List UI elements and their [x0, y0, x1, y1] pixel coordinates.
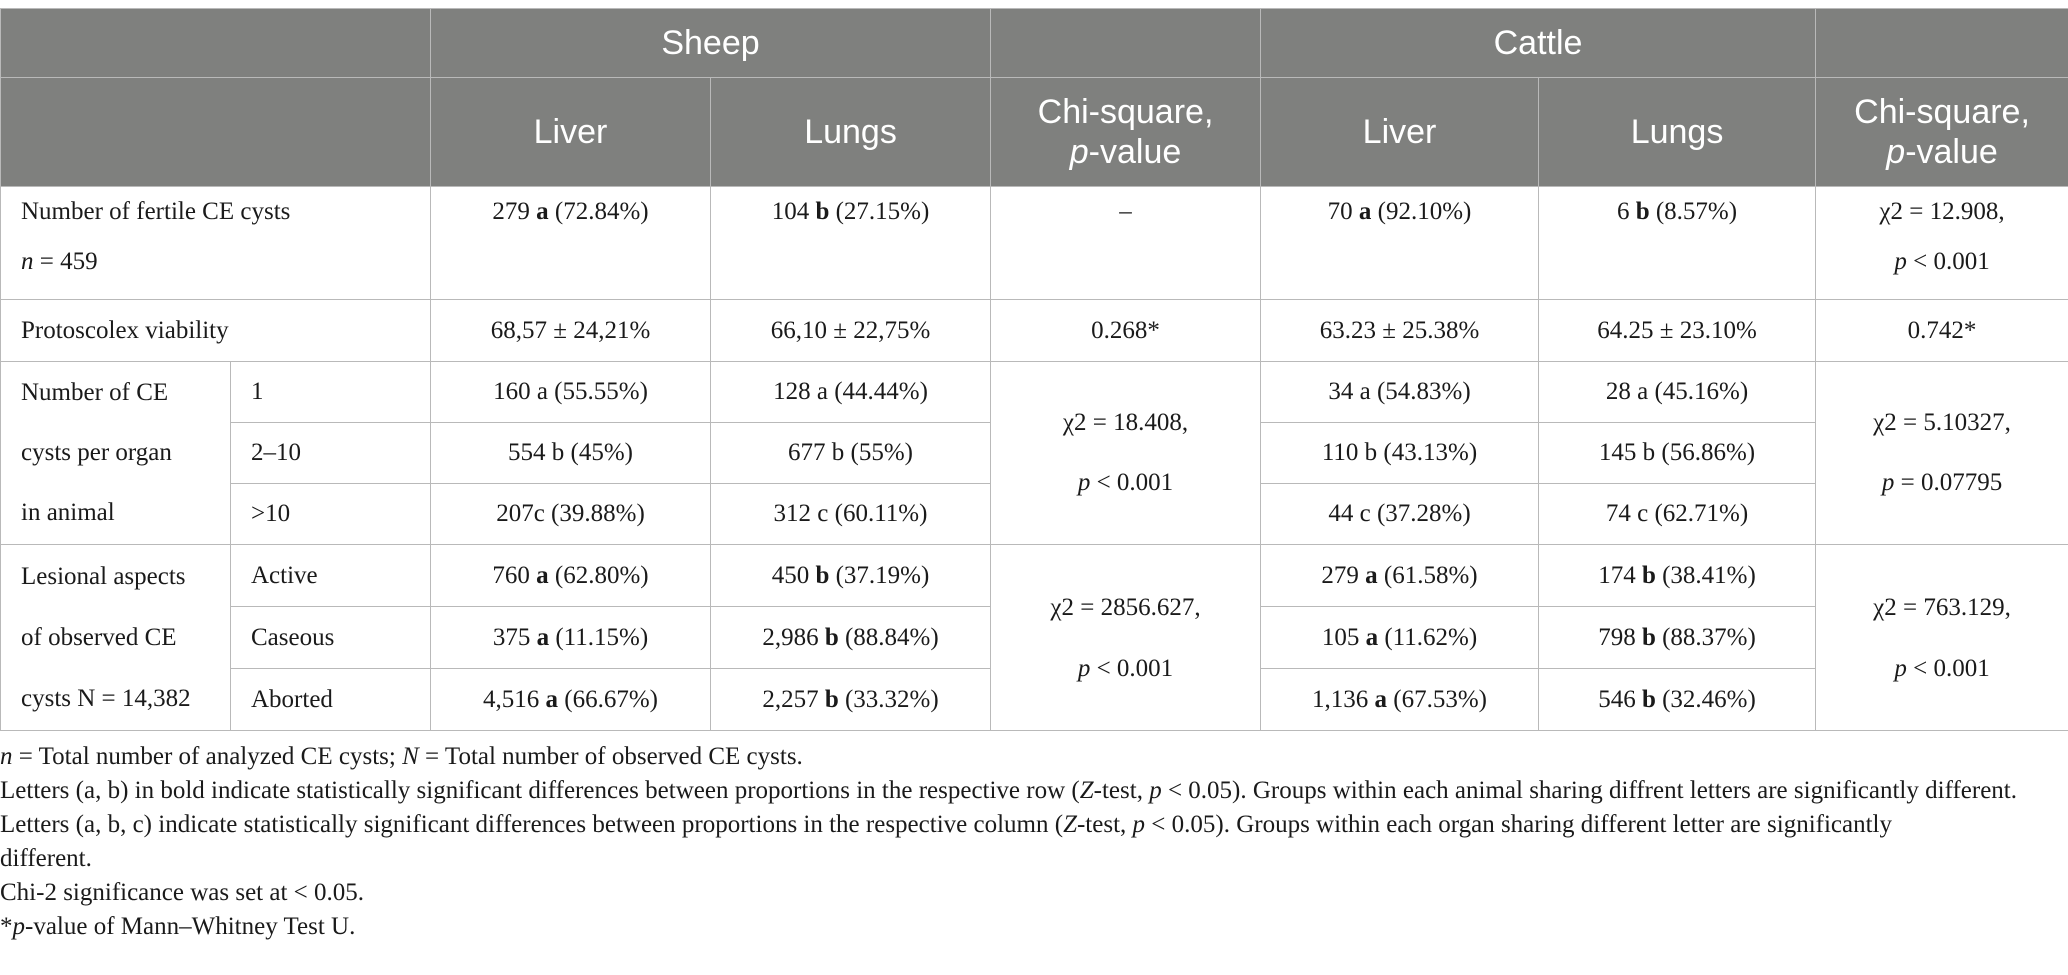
sub-label: >10 — [231, 484, 431, 545]
footnote-column-letters: Letters (a, b, c) indicate statistically significant differences between proportions in the respective column (Z-test, p < 0.05). Groups within each organ sharing different letter are significantly different. — [0, 811, 1893, 872]
header-sheep-lungs: Lungs — [711, 78, 991, 187]
cell-lesional-cattle-lungs: 546 b (32.46%) — [1539, 669, 1816, 731]
table-footnotes — [0, 740, 2068, 944]
cell-viability-cattle-chi: 0.742* — [1816, 300, 2068, 362]
header-sheep-chi: Chi-square, p-value — [991, 78, 1261, 187]
row-label-viability: Protoscolex viability — [1, 300, 431, 362]
header-blank-2 — [1, 78, 431, 187]
header-blank-cattle-chi — [1816, 9, 2068, 78]
cell-lesional-cattle-liver: 279 a (61.58%) — [1261, 545, 1539, 607]
cell-lesional-sheep-lungs: 2,986 b (88.84%) — [711, 607, 991, 669]
cell-lesional-cattle-liver: 1,136 a (67.53%) — [1261, 669, 1539, 731]
header-blank — [1, 9, 431, 78]
cell-lesional-sheep-liver: 4,516 a (66.67%) — [431, 669, 711, 731]
cell-per-organ-cattle-liver: 34 a (54.83%) — [1261, 362, 1539, 423]
row-viability — [1, 300, 2068, 362]
cell-viability-cattle-lungs: 64.25 ± 23.10% — [1539, 300, 1816, 362]
cell-lesional-cattle-lungs: 798 b (88.37%) — [1539, 607, 1816, 669]
row-label-lesional: Lesional aspects of observed CE cysts N = 14,382 — [1, 545, 231, 731]
cell-per-organ-cattle-lungs: 145 b (56.86%) — [1539, 423, 1816, 484]
sub-label: 1 — [231, 362, 431, 423]
cell-per-organ-sheep-chi: χ2 = 18.408, p < 0.001 — [991, 362, 1261, 545]
cell-lesional-cattle-chi: χ2 = 763.129, p < 0.001 — [1816, 545, 2068, 731]
row-per-organ-1 — [1, 362, 2068, 423]
footnote-mann-whitney: *p-value of Mann–Whitney Test U. — [0, 913, 356, 940]
cell-viability-sheep-lungs: 66,10 ± 22,75% — [711, 300, 991, 362]
row-fertile — [1, 187, 2068, 300]
header-cattle-chi: Chi-square, p-value — [1816, 78, 2068, 187]
cell-per-organ-cattle-liver: 110 b (43.13%) — [1261, 423, 1539, 484]
footnote-row-letters: Letters (a, b) in bold indicate statistically significant differences between proportions in the respective row (Z-test, p < 0.05). Groups within each animal sharing diffrent letters are significantly different. — [0, 777, 2017, 804]
cell-lesional-cattle-liver: 105 a (11.62%) — [1261, 607, 1539, 669]
cell-per-organ-sheep-liver: 160 a (55.55%) — [431, 362, 711, 423]
cell-lesional-sheep-chi: χ2 = 2856.627, p < 0.001 — [991, 545, 1261, 731]
cell-lesional-sheep-lungs: 2,257 b (33.32%) — [711, 669, 991, 731]
cell-lesional-sheep-liver: 375 a (11.15%) — [431, 607, 711, 669]
sub-label: Caseous — [231, 607, 431, 669]
cell-fertile-sheep-liver: 279 a (72.84%) — [431, 187, 711, 300]
row-label-fertile: Number of fertile CE cysts n = 459 — [1, 187, 431, 300]
cell-per-organ-cattle-lungs: 74 c (62.71%) — [1539, 484, 1816, 545]
cell-viability-cattle-liver: 63.23 ± 25.38% — [1261, 300, 1539, 362]
cell-per-organ-cattle-lungs: 28 a (45.16%) — [1539, 362, 1816, 423]
header-sheep-liver: Liver — [431, 78, 711, 187]
header-cattle-lungs: Lungs — [1539, 78, 1816, 187]
cell-per-organ-sheep-liver: 207c (39.88%) — [431, 484, 711, 545]
cell-fertile-cattle-liver: 70 a (92.10%) — [1261, 187, 1539, 300]
cell-per-organ-sheep-lungs: 677 b (55%) — [711, 423, 991, 484]
cell-per-organ-cattle-chi: χ2 = 5.10327, p = 0.07795 — [1816, 362, 2068, 545]
cell-lesional-sheep-liver: 760 a (62.80%) — [431, 545, 711, 607]
cell-fertile-sheep-lungs: 104 b (27.15%) — [711, 187, 991, 300]
footnote-n: n = Total number of analyzed CE cysts; N = Total number of observed CE cysts. — [0, 743, 803, 770]
row-lesional-active — [1, 545, 2068, 607]
cell-per-organ-cattle-liver: 44 c (37.28%) — [1261, 484, 1539, 545]
cell-fertile-cattle-lungs: 6 b (8.57%) — [1539, 187, 1816, 300]
cell-per-organ-sheep-lungs: 128 a (44.44%) — [711, 362, 991, 423]
cell-viability-sheep-liver: 68,57 ± 24,21% — [431, 300, 711, 362]
cell-fertile-cattle-chi: χ2 = 12.908, p < 0.001 — [1816, 187, 2068, 300]
sub-label: Active — [231, 545, 431, 607]
results-table — [0, 8, 2068, 731]
cell-lesional-cattle-lungs: 174 b (38.41%) — [1539, 545, 1816, 607]
cell-viability-sheep-chi: 0.268* — [991, 300, 1261, 362]
sub-label: 2–10 — [231, 423, 431, 484]
cell-per-organ-sheep-liver: 554 b (45%) — [431, 423, 711, 484]
footnote-chi: Chi-2 significance was set at < 0.05. — [0, 879, 365, 906]
cell-per-organ-sheep-lungs: 312 c (60.11%) — [711, 484, 991, 545]
sub-label: Aborted — [231, 669, 431, 731]
header-cattle-liver: Liver — [1261, 78, 1539, 187]
header-cattle: Cattle — [1261, 9, 1816, 78]
header-sheep: Sheep — [431, 9, 991, 78]
row-label-per-organ: Number of CE cysts per organ in animal — [1, 362, 231, 545]
cell-fertile-sheep-chi: – — [991, 187, 1261, 300]
header-blank-sheep-chi — [991, 9, 1261, 78]
cell-lesional-sheep-lungs: 450 b (37.19%) — [711, 545, 991, 607]
